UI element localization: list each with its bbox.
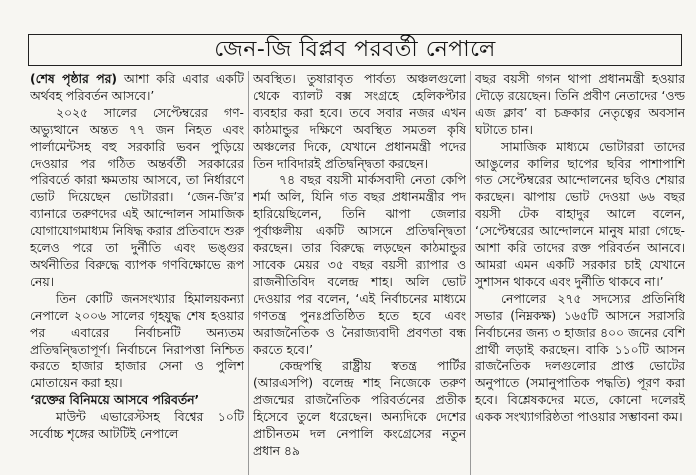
article-column-2	[253, 71, 466, 475]
paragraph: ২০২৫ সালের সেপ্টেম্বরের গণ-অভ্যুত্থানে অন্তত ৭৭ জন নিহত এবং পার্লামেন্টসহ বহু সরকারি ভবন পুড়িয়ে দেওয়ার পর গঠিত অন্তর্বর্তী সরকারের পরিবর্তে কারা ক্ষমতায় আসবে, তা নির্ধারণে ভোট দিয়েছেন ভোটাররা। ‘জেন-জি’র ব্যানারে তরুণদের এই আন্দোলন সামাজিক যোগাযোগমাধ্যম নিষিদ্ধ করার প্রতিবাদে শুরু হলেও পরে তা দুর্নীতি এবং ভঙ্গুর অর্থনীতির বিরুদ্ধে ব্যাপক গণবিক্ষোভে রূপ নেয়।	[30, 105, 244, 289]
continuation-label: (শেষ পৃষ্ঠার পর)	[30, 72, 117, 86]
paragraph: অবস্থিত। তুষারাবৃত পার্বত্য অঞ্চলগুলো থেকে ব্যালট বক্স সংগ্রহে হেলিকপ্টার ব্যবহার করা হবে। তবে সবার নজর এখন কাঠমান্ডুর দক্ষিণে অবস্থিত সমতল কৃষি অঞ্চলের দিকে, যেখানে প্রধানমন্ত্রী পদের তিন দাবিদারই প্রতিদ্বন্দ্বিতা করছেন।	[253, 72, 466, 171]
headline-box	[28, 34, 682, 66]
paragraph: বছর বয়সী গগন থাপা প্রধানমন্ত্রী হওয়ার দৌড়ে রয়েছেন। তিনি প্রবীণ নেতাদের ‘ওল্ড এজ ক্লাব’ বা চক্রকার নেতৃত্বের অবসান ঘটাতে চান।	[475, 72, 685, 137]
paragraph: কেন্দ্রপন্থি রাষ্ট্রীয় স্বতন্ত্র পার্টির (আরএসপি) বলেন্দ্র শাহ নিজেকে তরুণ প্রজন্মের রাজনৈতিক পরিবর্তনের প্রতীক হিসেবে তুলে ধরেছেন। অন্যদিকে দেশের প্রাচীনতম দল নেপালি কংগ্রেসের নতুন প্রধান ৪৯	[253, 359, 466, 458]
column-divider	[248, 71, 249, 475]
article-column-1	[30, 71, 244, 475]
paragraph: (শেষ পৃষ্ঠার পর) আশা করি এবার একটি অর্থবহ পরিবর্তন আসবে।’	[30, 72, 244, 103]
headline: জেন-জি বিপ্লব পরবর্তী নেপালে	[214, 36, 496, 62]
column-divider	[470, 71, 471, 475]
paragraph: সামাজিক মাধ্যমে ভোটাররা তাদের আঙুলের কালির ছাপের ছবির পাশাপাশি গত সেপ্টেম্বরের আন্দোলনের ছবিও শেয়ার করছেন। ঝাপায় ভোট দেওয়া ৬৬ বছর বয়সী টেক বাহাদুর আলে বলেন, ‘সেপ্টেম্বরের আন্দোলনে মানুষ মারা গেছে- আশা করি তাদের রক্ত পরিবর্তন আনবে। আমরা এমন একটি সরকার চাই যেখানে সুশাসন থাকবে এবং দুর্নীতি থাকবে না।’	[475, 139, 685, 289]
paragraph: তিন কোটি জনসংখ্যার হিমালয়কন্যা নেপালে ২০০৬ সালের গৃহযুদ্ধ শেষ হওয়ার পর এবারের নির্বাচনটি অন্যতম প্রতিদ্বন্দ্বিতাপূর্ণ। নির্বাচনে নিরাপত্তা নিশ্চিত করতে হাজার হাজার সেনা ও পুলিশ মোতায়েন করা হয়।	[30, 291, 244, 391]
article-column-3	[475, 71, 685, 475]
paragraph: মাউন্ট এভারেস্টসহ বিশ্বের ১০টি সর্বোচ্চ শৃঙ্গের আটটিই নেপালে	[30, 410, 244, 442]
previous-article-strip	[0, 0, 696, 18]
paragraph: ৭৪ বছর বয়সী মার্কসবাদী নেতা কেপি শর্মা অলি, যিনি গত বছর প্রধানমন্ত্রীর পদ হারিয়েছিলেন, তিনি ঝাপা জেলার পূর্বাঞ্চলীয় একটি আসনে প্রতিদ্বন্দ্বিতা করছেন। তার বিরুদ্ধে লড়ছেন কাঠমান্ডুর সাবেক মেয়র ৩৫ বছর বয়সী র‍্যাপার ও রাজনীতিবিদ বলেন্দ্র শাহ। অলি ভোট দেওয়ার পর বলেন, ‘এই নির্বাচনের মাধ্যমে গণতন্ত্র পুনঃপ্রতিষ্ঠিত হতে হবে এবং অরাজনৈতিক ও নৈরাজ্যবাদী প্রবণতা বন্ধ করতে হবে।’	[253, 173, 466, 357]
paragraph: নেপালের ২৭৫ সদস্যের প্রতিনিধি সভার (নিম্নকক্ষ) ১৬৫টি আসনে সরাসরি নির্বাচনের জন্য ৩ হাজার ৪০০ জনের বেশি প্রার্থী লড়াই করছেন। বাকি ১১০টি আসন রাজনৈতিক দলগুলোর প্রাপ্ত ভোটের অনুপাতে (সমানুপাতিক পদ্ধতি) পূরণ করা হবে। বিশ্লেষকদের মতে, কোনো দলেরই একক সংখ্যাগরিষ্ঠতা পাওয়ার সম্ভাবনা কম।	[475, 291, 685, 425]
subheading: ‘রক্তের বিনিময়ে আসবে পরিবর্তন’	[30, 393, 200, 408]
